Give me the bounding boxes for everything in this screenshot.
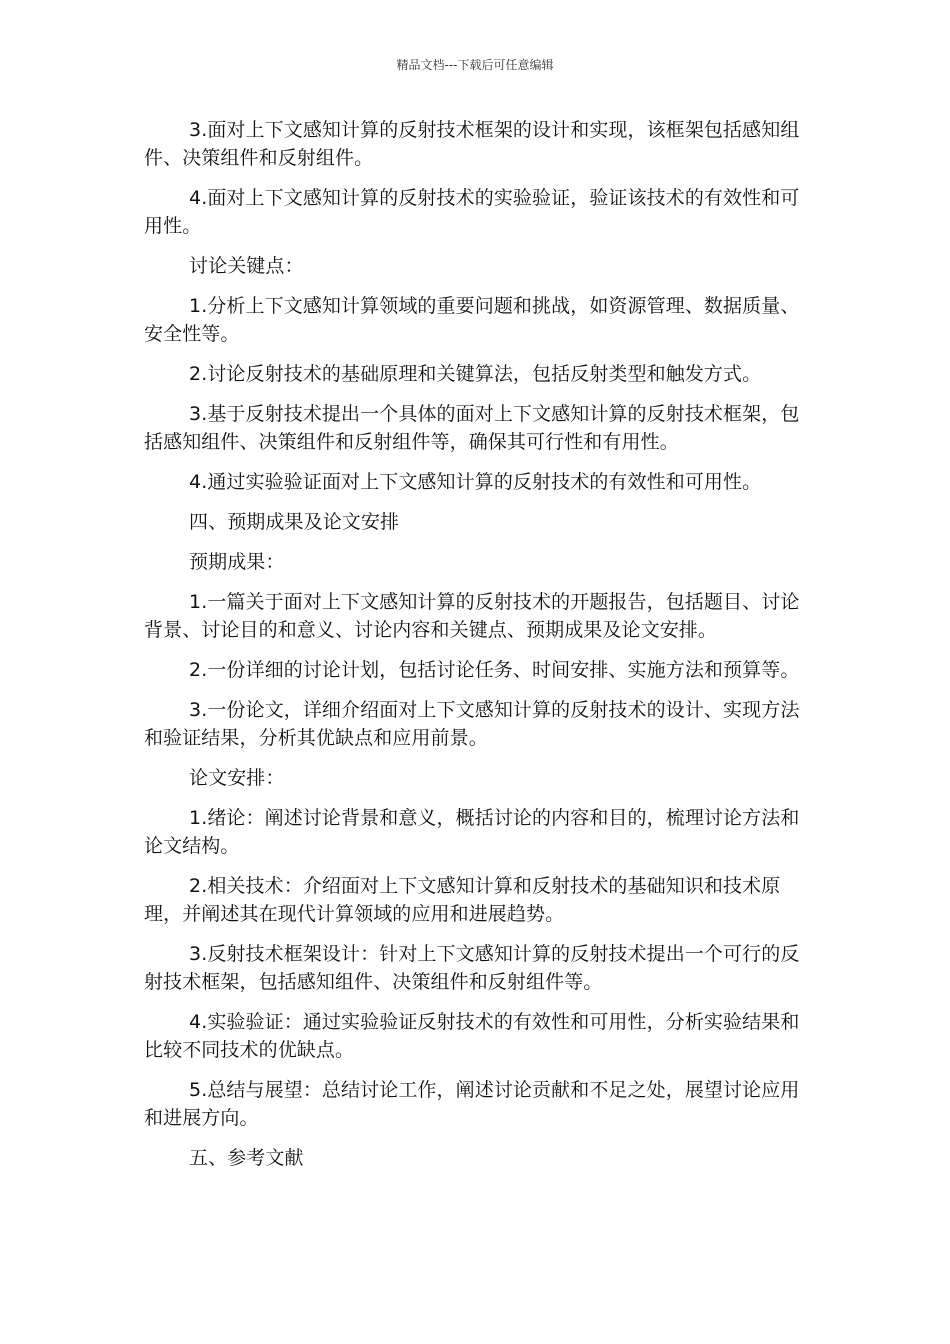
paragraph-framework-design: 3.面对上下文感知计算的反射技术框架的设计和实现，该框架包括感知组件、决策组件和反射组件。 <box>144 119 800 169</box>
paragraph-chapter-3: 3.反射技术框架设计：针对上下文感知计算的反射技术提出一个可行的反射技术框架，包括感知组件、决策组件和反射组件等。 <box>144 943 800 993</box>
paragraph-chapter-4: 4.实验验证：通过实验验证反射技术的有效性和可用性，分析实验结果和比较不同技术的优缺点。 <box>144 1011 800 1061</box>
paragraph-key-point-2: 2.讨论反射技术的基础原理和关键算法，包括反射类型和触发方式。 <box>189 363 762 385</box>
paragraph-result-2: 2.一份详细的讨论计划，包括讨论任务、时间安排、实施方法和预算等。 <box>189 659 800 681</box>
paragraph-chapter-2: 2.相关技术：介绍面对上下文感知计算和反射技术的基础知识和技术原理，并阐述其在现代计算领域的应用和进展趋势。 <box>144 875 781 925</box>
section-heading-references: 五、参考文献 <box>189 1147 304 1169</box>
paragraph-key-point-4: 4.通过实验验证面对上下文感知计算的反射技术的有效性和可用性。 <box>189 471 762 493</box>
page-header: 精品文档---下载后可任意编辑 <box>396 58 554 72</box>
paragraph-result-3: 3.一份论文，详细介绍面对上下文感知计算的反射技术的设计、实现方法和验证结果，分析其优缺点和应用前景。 <box>144 699 800 749</box>
section-label-thesis-arrangement: 论文安排： <box>189 767 285 789</box>
section-label-key-points: 讨论关键点： <box>189 255 304 277</box>
document-body <box>144 116 809 1184</box>
paragraph-result-1: 1.一篇关于面对上下文感知计算的反射技术的开题报告，包括题目、讨论背景、讨论目的和意义、讨论内容和关键点、预期成果及论文安排。 <box>144 591 800 641</box>
section-heading-expected-results: 四、预期成果及论文安排 <box>189 511 400 533</box>
paragraph-key-point-3: 3.基于反射技术提出一个具体的面对上下文感知计算的反射技术框架，包括感知组件、决策组件和反射组件等，确保其可行性和有用性。 <box>144 403 800 453</box>
paragraph-chapter-5: 5.总结与展望：总结讨论工作，阐述讨论贡献和不足之处，展望讨论应用和进展方向。 <box>144 1079 800 1129</box>
paragraph-experiment-validation: 4.面对上下文感知计算的反射技术的实验验证，验证该技术的有效性和可用性。 <box>144 187 800 237</box>
paragraph-chapter-1: 1.绪论：阐述讨论背景和意义，概括讨论的内容和目的，梳理讨论方法和论文结构。 <box>144 807 800 857</box>
paragraph-key-point-1: 1.分析上下文感知计算领域的重要问题和挑战，如资源管理、数据质量、安全性等。 <box>144 295 800 345</box>
section-label-expected-results: 预期成果： <box>189 551 285 573</box>
